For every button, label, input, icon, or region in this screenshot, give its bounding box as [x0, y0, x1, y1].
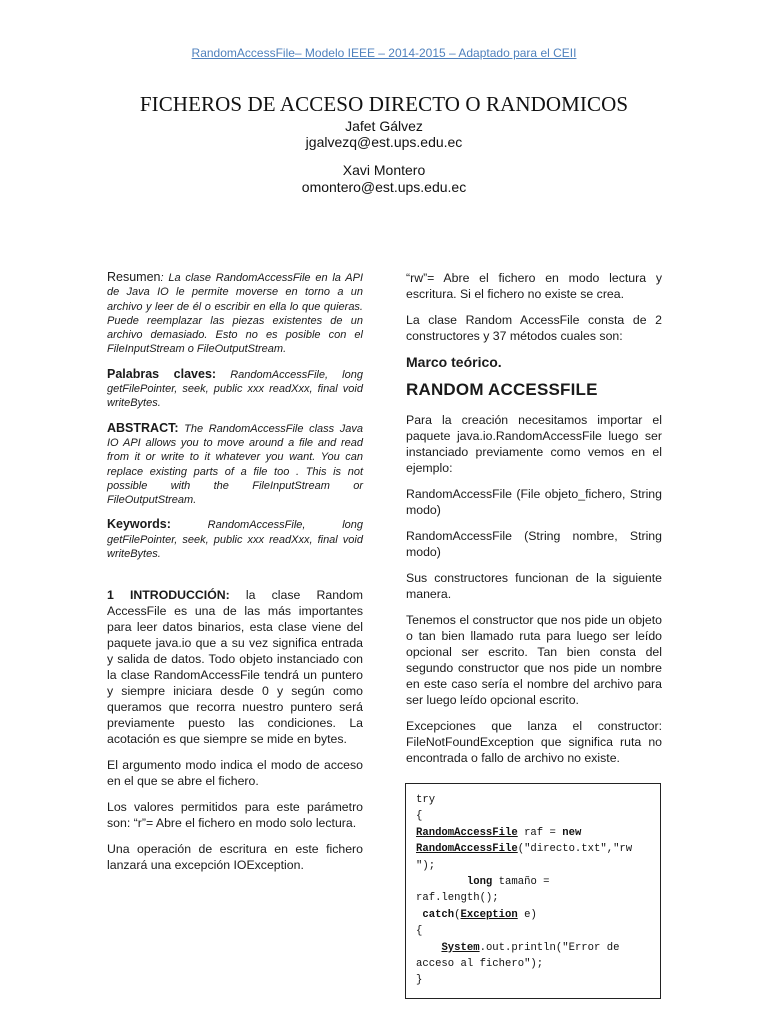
code-line: acceso al fichero"); [416, 958, 544, 971]
palabras-label: Palabras claves: [107, 366, 217, 381]
abstract-text: The RandomAccessFile class Java IO API allows you to move around a file and read from it or write to it whatever you want. You can replace existing parts of a file too . This is not possible with the FileInputStream or FileOutputStream. [107, 422, 363, 507]
code-text: e) [517, 908, 537, 921]
keywords-paragraph [107, 517, 363, 561]
funcionan-paragraph: Sus constructores funcionan de la siguiente manera. [406, 571, 662, 601]
code-type: System [441, 941, 480, 954]
code-type: Exception [460, 908, 518, 921]
keywords-label: Keywords: [107, 517, 171, 532]
abstract-label: ABSTRACT: [107, 420, 179, 435]
code-text: ( [454, 908, 461, 921]
intro-label: 1 INTRODUCCIÓN: [107, 588, 230, 603]
code-text: ("directo.txt","rw [517, 843, 633, 856]
code-text: raf = [517, 826, 563, 839]
code-example-box [405, 783, 661, 999]
intro-text: la clase Random AccessFile es una de las más importantes para leer datos binarios, esta clase viene del paquete java.io que a su vez significa entrada y salida de datos. Todo objeto instanciado con la clase RandomAccessFile tendrá un puntero y siempre iniciara desde 0 y según como queramos que recorra nuestro puntero será previamente puesto las condiciones. La acotación es que siempre se mide en bytes. [107, 588, 363, 747]
intro-paragraph [107, 587, 363, 747]
resumen-text: : La clase RandomAccessFile en la API de Java IO le permite moverse en torno a un archivo y leer de él o escribir en ella lo que quieras. Puede reemplazar las piezas existentes de un archivo demasiado. Esto no es posible con el FileInputStream o FileOutputStream. [107, 272, 363, 356]
abstract-paragraph [107, 421, 363, 508]
palabras-paragraph [107, 367, 363, 411]
escritura-paragraph: Una operación de escritura en este fichero lanzará una excepción IOException. [107, 842, 363, 873]
constructor-2-paragraph: RandomAccessFile (String nombre, String modo) [406, 529, 662, 559]
clase-paragraph: La clase Random AccessFile consta de 2 constructores y 37 métodos cuales son: [406, 313, 662, 343]
constructor-1-paragraph: RandomAccessFile (File objeto_fichero, String modo) [406, 487, 662, 517]
code-line: } [416, 974, 423, 987]
right-column [406, 270, 662, 776]
paper-title: FICHEROS DE ACCESO DIRECTO O RANDOMICOS [139, 92, 629, 116]
author-1-email: jgalvezq@est.ups.edu.ec [305, 134, 463, 150]
left-column [107, 270, 363, 883]
keywords-text: RandomAccessFile, long getFilePointer, seek, public xxx readXxx, final void writeBytes. [107, 519, 363, 561]
resumen-paragraph [107, 270, 363, 357]
author-2-name: Xavi Montero [342, 162, 426, 178]
author-2-email: omontero@est.ups.edu.ec [301, 179, 467, 195]
rw-paragraph: “rw”= Abre el fichero en modo lectura y escritura. Si el fichero no existe se crea. [406, 271, 662, 301]
code-indent [416, 942, 441, 954]
valores-paragraph: Los valores permitidos para este parámetro son: “r”= Abre el fichero en modo solo lectura. [107, 800, 363, 831]
creacion-paragraph: Para la creación necesitamos importar el paquete java.io.RandomAccessFile luego ser instanciado previamente como vemos en el ejemplo: [406, 413, 662, 475]
excepciones-paragraph: Excepciones que lanza el constructor: FileNotFoundException que significa ruta no encontrada o fallo de archivo no existe. [406, 719, 662, 765]
random-accessfile-heading: RANDOM ACCESSFILE [406, 380, 598, 399]
code-keyword: catch [422, 908, 455, 921]
modo-paragraph: El argumento modo indica el modo de acceso en el que se abre el fichero. [107, 758, 363, 789]
code-keyword: new [562, 826, 582, 839]
code-indent [416, 876, 467, 888]
code-line: { [416, 925, 423, 938]
code-line: raf.length(); [416, 892, 499, 905]
code-type: RandomAccessFile [416, 826, 518, 839]
code-keyword: long [466, 876, 493, 889]
code-line: { [416, 810, 423, 823]
code-type: RandomAccessFile [416, 843, 518, 856]
marco-teorico-heading: Marco teórico. [406, 354, 502, 370]
code-line: try [416, 794, 436, 806]
resumen-label: Resumen [107, 270, 161, 284]
code-text: tamaño = [492, 876, 550, 889]
palabras-text: RandomAccessFile, long getFilePointer, seek, public xxx readXxx, final void writeBytes. [107, 368, 363, 410]
author-1-name: Jafet Gálvez [345, 118, 423, 134]
running-header[interactable]: RandomAccessFile– Modelo IEEE – 2014-2015 – Adaptado para el CEII [191, 46, 577, 60]
code-line: "); [416, 859, 436, 872]
tenemos-paragraph: Tenemos el constructor que nos pide un objeto o tan bien llamado ruta para luego ser leído opcional ser escrito. Tan bien consta del segundo constructor que nos pide un nombre en este caso sería el nombre del archivo para ser luego leído opcional escrito. [406, 613, 662, 707]
code-text: .out.println("Error de [479, 941, 620, 954]
